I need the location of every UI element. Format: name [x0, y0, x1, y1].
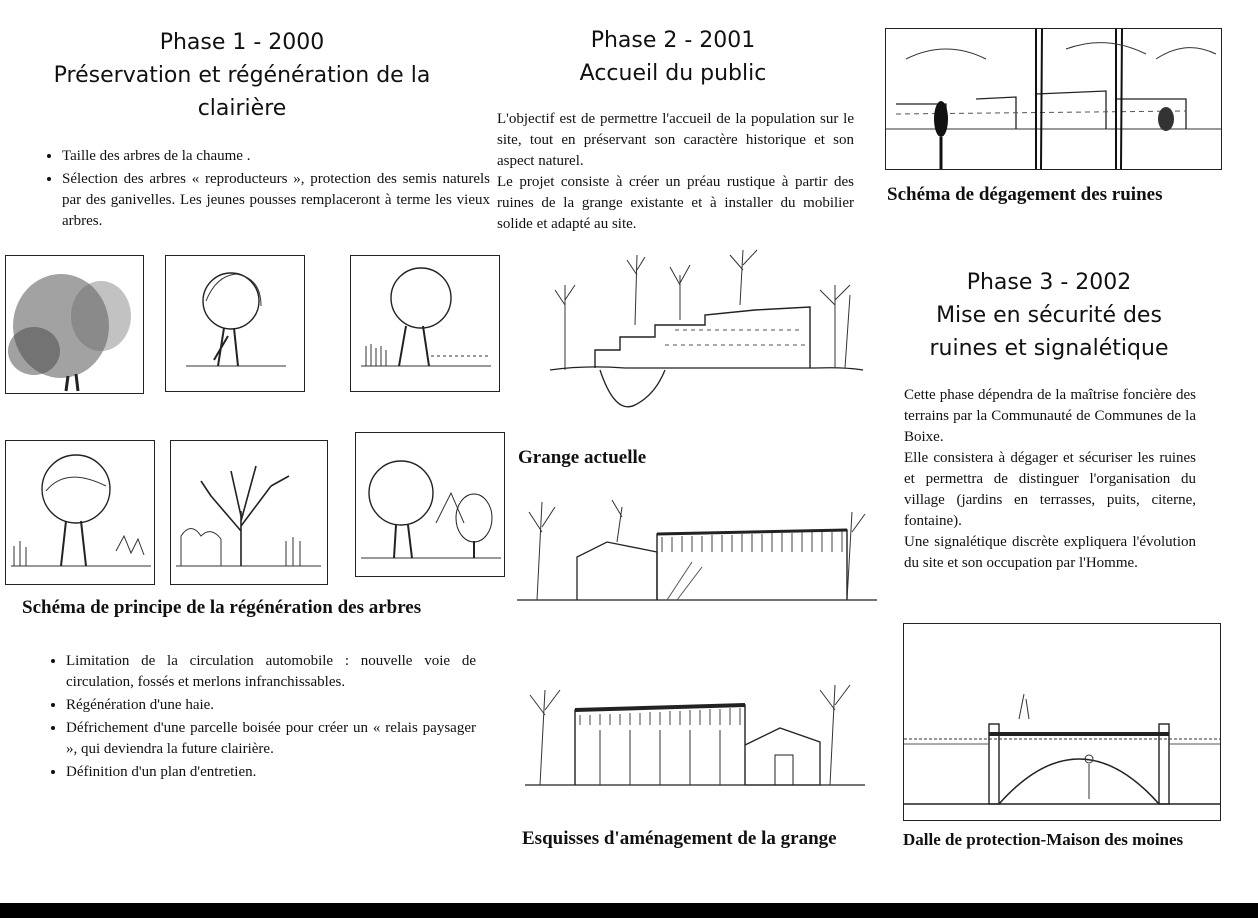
- phase1-bullet-2: • Sélection des arbres « reproducteurs », protection des semis naturels par des ganivelles. Les jeunes pousses remplaceront à terme les vieux arbres.: [62, 169, 490, 232]
- grange-actuelle-sketch: [545, 245, 865, 415]
- phase3-paragraph-3: Une signalétique discrète expliquera l'évolution du site et son occupation par l'Homme.: [904, 534, 1196, 571]
- phase3-text: [904, 385, 1196, 574]
- phase2-text: [497, 109, 854, 235]
- grange-esquisse-2: [520, 670, 870, 800]
- grange-esquisse-1: [517, 492, 882, 617]
- tree-sketch-5: [170, 440, 328, 585]
- phase3-paragraph-2: Elle consistera à dégager et sécuriser les ruines et permettra de distinguer l'organisation du village (jardins en terrasses, puits, citerne, fontaine).: [904, 450, 1196, 529]
- phase1-heading: [20, 26, 464, 125]
- dalle-caption: Dalle de protection-Maison des moines: [903, 830, 1184, 849]
- phase1-bullet-list: [24, 146, 490, 234]
- phase3-heading-line2: Mise en sécurité des: [936, 303, 1162, 328]
- phase2-heading-line1: Phase 2 - 2001: [590, 28, 756, 53]
- phase1-bullet2-1: • Limitation de la circulation automobile : nouvelle voie de circulation, fossés et merlons infranchissables.: [66, 651, 476, 693]
- tree-sketch-4-drawing: [6, 441, 154, 584]
- phase3-heading-line1: Phase 3 - 2002: [966, 270, 1132, 295]
- phase3-paragraph-1: Cette phase dépendra de la maîtrise foncière des terrains par la Communauté de Communes de la Boixe.: [904, 387, 1196, 445]
- phase1-caption: Schéma de principe de la régénération des arbres: [22, 597, 422, 618]
- phase2-paragraph-2: Le projet consiste à créer un préau rustique à partir des ruines de la grange existante et à installer du mobilier solide et adapté au site.: [497, 174, 854, 232]
- tree-sketch-2: [165, 255, 305, 392]
- tree-sketch-5-drawing: [171, 441, 327, 584]
- ruines-caption: Schéma de dégagement des ruines: [887, 184, 1163, 205]
- tree-sketch-6: [355, 432, 505, 577]
- ruines-sketch-drawing: [886, 29, 1221, 169]
- dalle-sketch: [903, 623, 1221, 821]
- tree-sketch-1-drawing: [6, 256, 143, 393]
- phase1-bullet2-3: • Défrichement d'une parcelle boisée pour créer un « relais paysager », qui deviendra la future clairière.: [66, 718, 476, 760]
- phase1-heading-line1: Phase 1 - 2000: [159, 30, 325, 55]
- phase2-heading-line2: Accueil du public: [579, 61, 767, 86]
- tree-sketch-4: [5, 440, 155, 585]
- tree-sketch-3: [350, 255, 500, 392]
- tree-sketch-1: [5, 255, 144, 394]
- tree-sketch-6-drawing: [356, 433, 504, 576]
- phase1-bullet2-4: • Définition d'un plan d'entretien.: [66, 762, 476, 783]
- phase1-bullet-1: • Taille des arbres de la chaume .: [62, 146, 490, 167]
- tree-sketch-2-drawing: [166, 256, 304, 391]
- phase3-heading: [895, 266, 1203, 365]
- scan-bottom-edge: [0, 903, 1258, 918]
- ruines-sketch: [885, 28, 1222, 170]
- phase3-heading-line3: ruines et signalétique: [929, 336, 1169, 361]
- phase1-bullet-list-2: [28, 651, 476, 785]
- grange-actuelle-caption: Grange actuelle: [518, 447, 647, 468]
- phase1-bullet2-2: • Régénération d'une haie.: [66, 695, 476, 716]
- dalle-sketch-drawing: [904, 624, 1220, 820]
- phase2-paragraph-1: L'objectif est de permettre l'accueil de la population sur le site, tout en préservant son caractère historique et son aspect naturel.: [497, 111, 854, 169]
- tree-sketch-3-drawing: [351, 256, 499, 391]
- phase2-heading: [484, 24, 862, 90]
- phase1-heading-line3: clairière: [197, 96, 287, 121]
- phase1-heading-line2: Préservation et régénération de la: [53, 63, 431, 88]
- esquisses-caption: Esquisses d'aménagement de la grange: [522, 828, 837, 849]
